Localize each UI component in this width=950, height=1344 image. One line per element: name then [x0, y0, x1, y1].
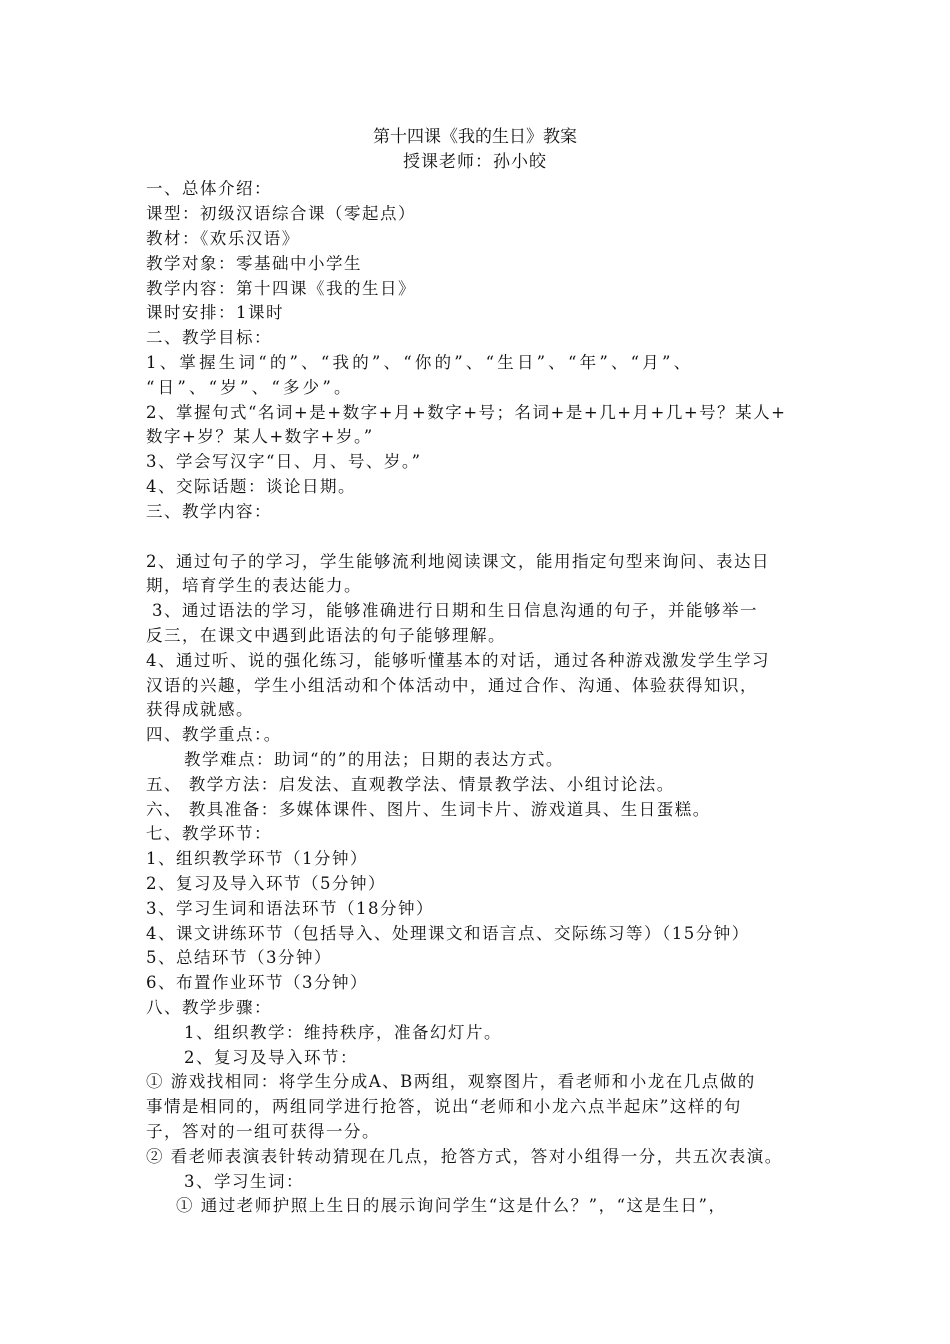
- text-line: 汉语的兴趣，学生小组活动和个体活动中，通过合作、沟通、体验获得知识，: [146, 676, 758, 695]
- text-line: 教学内容：第十四课《我的生日》: [146, 279, 416, 298]
- text-line: 5、总结环节（3分钟）: [146, 948, 332, 967]
- text-line: 3、学习生词：: [184, 1172, 304, 1191]
- text-line: 3、通过语法的学习，能够准确进行日期和生日信息沟通的句子，并能够举一: [152, 601, 758, 620]
- text-line: ② 看老师表演表针转动猜现在几点，抢答方式，答对小组得一分，共五次表演。: [146, 1147, 783, 1166]
- text-line: 子，答对的一组可获得一分。: [146, 1122, 380, 1141]
- text-line: ① 游戏找相同：将学生分成A、B两组，观察图片，看老师和小龙在几点做的: [146, 1072, 756, 1091]
- section-heading: 四、教学重点：。: [146, 725, 282, 744]
- text-line: 1、掌握生词“的”、“我的”、“你的”、“生日”、“年”、“月”、: [146, 353, 694, 372]
- text-line: 2、复习及导入环节：: [184, 1048, 358, 1067]
- text-line: 数字+岁？某人+数字+岁。”: [146, 427, 374, 446]
- text-line: 期，培育学生的表达能力。: [146, 576, 362, 595]
- section-heading: 二、教学目标：: [146, 328, 272, 347]
- text-line: 4、通过听、说的强化练习，能够听懂基本的对话，通过各种游戏激发学生学习: [146, 651, 770, 670]
- section-heading: 五、 教学方法：启发法、直观教学法、情景教学法、小组讨论法。: [146, 775, 675, 794]
- text-line: 4、交际话题：谈论日期。: [146, 477, 356, 496]
- section-heading: 六、 教具准备：多媒体课件、图片、生词卡片、游戏道具、生日蛋糕。: [146, 800, 711, 819]
- text-line: 教材：《欢乐汉语》: [146, 229, 300, 248]
- text-line: 2、复习及导入环节（5分钟）: [146, 874, 386, 893]
- section-heading: 三、教学内容：: [146, 502, 272, 521]
- text-line: 3、学会写汉字“日、月、号、岁。”: [146, 452, 422, 471]
- text-line: ① 通过老师护照上生日的展示询问学生“这是什么？”，“这是生日”，: [176, 1196, 727, 1215]
- text-line: 反三，在课文中遇到此语法的句子能够理解。: [146, 626, 506, 645]
- document-title: 第十四课《我的生日》教案: [373, 127, 577, 147]
- text-line: 2、掌握句式“名词+是+数字+月+数字+号；名词+是+几+月+几+号？某人+: [146, 403, 787, 422]
- text-line: 3、学习生词和语法环节（18分钟）: [146, 899, 434, 918]
- teacher-line: 授课老师：孙小皎: [403, 152, 547, 172]
- text-line: 1、组织教学：维持秩序，准备幻灯片。: [184, 1023, 502, 1042]
- text-line: 课时安排：1课时: [146, 303, 284, 322]
- section-heading: 七、教学环节：: [146, 824, 272, 843]
- text-line: 2、通过句子的学习，学生能够流利地阅读课文，能用指定句型来询问、表达日: [146, 552, 770, 571]
- text-line: 教学对象：零基础中小学生: [146, 254, 362, 273]
- text-line: 教学难点：助词“的”的用法；日期的表达方式。: [184, 750, 564, 769]
- text-line: 课型：初级汉语综合课（零起点）: [146, 204, 416, 223]
- text-line: 6、布置作业环节（3分钟）: [146, 973, 368, 992]
- text-line: “日”、“岁”、“多少”。: [146, 378, 354, 397]
- text-line: 事情是相同的，两组同学进行抢答，说出“老师和小龙六点半起床”这样的句: [146, 1097, 742, 1116]
- section-heading: 一、总体介绍：: [146, 179, 272, 198]
- text-line: 4、课文讲练环节（包括导入、处理课文和语言点、交际练习等）（15分钟）: [146, 924, 750, 943]
- text-line: 1、组织教学环节（1分钟）: [146, 849, 368, 868]
- text-line: 获得成就感。: [146, 700, 254, 719]
- section-heading: 八、教学步骤：: [146, 998, 272, 1017]
